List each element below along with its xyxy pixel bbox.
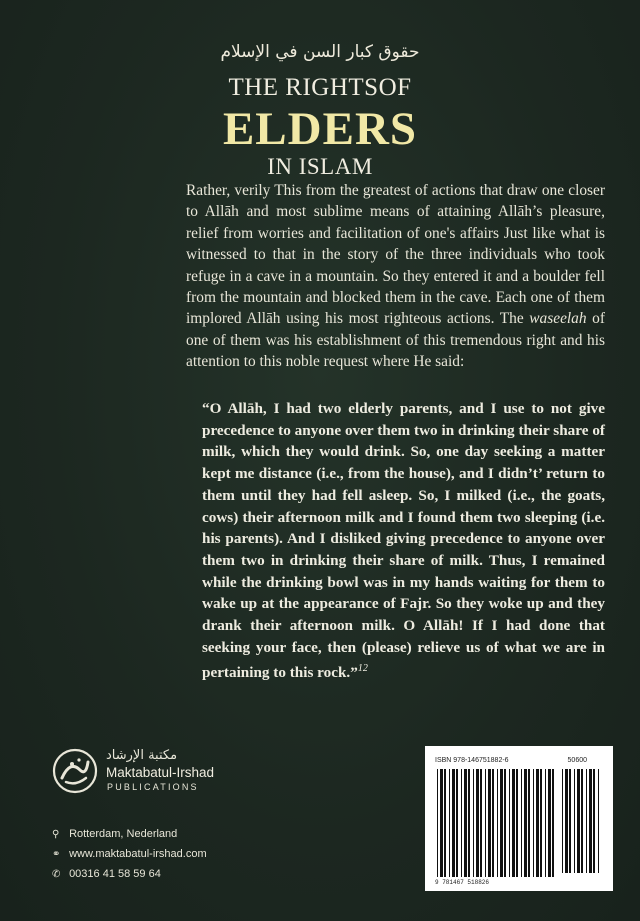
contact-phone-text: 00316 41 58 59 64 <box>69 868 161 880</box>
whatsapp-icon: ✆ <box>52 869 61 880</box>
barcode-addon-icon <box>562 769 602 873</box>
contact-website-text[interactable]: www.maktabatul-irshad.com <box>69 848 207 860</box>
intro-text-part2: of one of them was his establishment of this tremendous right and his attention to this noble request where He said: <box>186 310 605 371</box>
title-block <box>0 40 640 180</box>
title-line-3: IN ISLAM <box>267 154 373 179</box>
contact-website[interactable] <box>52 844 207 864</box>
publisher-logo-icon <box>52 748 98 794</box>
quote-text: “O Allāh, I had two elderly parents, and I use to not give precedence to anyone over them two in drinking their share of milk, which they would drink. So, one day seeking a matter kept me distance (i.e., from the house), and I didn’t’ return to them until they had fell asleep. So, I milked (i.e., the goats, cows) their afternoon milk and I found them two sleeping (i.e. his parents). And I disliked giving precedence to anyone over them two in drinking their share of milk. Thus, I remained while the drinking bowl was in my hands waiting for them to wake up at the appearance of Fajr. So they woke up and they drank their afternoon milk. O Allāh! If I had done that seeking your face, then (please) relieve us of what we are in pertaining to this rock.” <box>202 400 605 682</box>
contact-location <box>52 824 207 844</box>
publisher-name: Maktabatul-Irshad <box>106 765 215 780</box>
contact-list <box>52 824 207 884</box>
footnote-marker: 12 <box>357 663 368 675</box>
contact-location-text: Rotterdam, Nederland <box>69 828 178 840</box>
intro-paragraph <box>186 180 605 373</box>
isbn-barcode-box <box>425 746 613 891</box>
barcode-digits: 9 781467 518826 <box>435 879 490 886</box>
contact-phone <box>52 864 207 884</box>
barcode-main-icon <box>437 769 555 877</box>
web-link-icon: ⚭ <box>52 849 61 860</box>
publisher-subtitle: PUBLICATIONS <box>107 782 199 792</box>
hadith-quote <box>202 398 605 684</box>
arabic-title: حقوق كبار السن في الإسلام <box>220 42 420 62</box>
intro-italic-term: waseelah <box>529 310 587 328</box>
isbn-label: ISBN 978-146751882-6 <box>435 757 509 764</box>
title-line-2: ELDERS <box>222 103 418 155</box>
intro-text-part1: Rather, verily This from the greatest of actions that draw one closer to Allāh and most sublime means of attaining Allāh’s pleasure, relief from worries and facilitation of one's affairs Just like what is witnessed to that in the story of the three individuals who took refuge in a cave in a mountain. So they entered it and a boulder fell from the mountain and blocked them in the cave. Each one of them implored Allāh using his most righteous actions. The <box>186 182 605 328</box>
location-pin-icon: ⚲ <box>52 829 60 840</box>
title-line-1: THE RIGHTSOF <box>228 74 412 101</box>
publisher-block <box>52 748 252 808</box>
publisher-arabic-name: مكتبة الإرشاد <box>106 748 178 763</box>
price-code: 50600 <box>567 757 587 764</box>
